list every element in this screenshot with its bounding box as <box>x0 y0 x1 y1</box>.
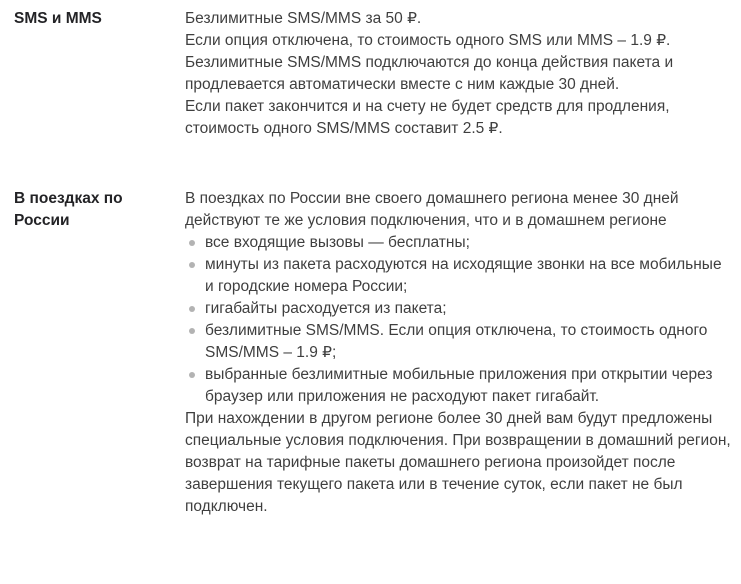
bullet-icon <box>189 372 195 378</box>
list-item-text: безлимитные SMS/MMS. Если опция отключена, то стоимость одного SMS/MMS – 1.9 ₽; <box>205 322 708 361</box>
list-item <box>185 320 733 364</box>
section-label: SMS и MMS <box>14 10 102 27</box>
paragraph-line: Безлимитные SMS/MMS подключаются до конца действия пакета и продлевается автоматически вместе с ним каждые 30 дней. <box>185 54 674 93</box>
paragraph <box>185 188 733 232</box>
paragraph <box>185 8 733 52</box>
paragraph <box>185 52 733 140</box>
bullet-list <box>185 232 733 408</box>
list-item-text: минуты из пакета расходуются на исходящие звонки на все мобильные и городские номера России; <box>205 256 722 295</box>
list-item <box>185 298 733 320</box>
list-item <box>185 364 733 408</box>
tariff-section <box>14 188 733 518</box>
section-content <box>185 188 733 518</box>
list-item-text: гигабайты расходуется из пакета; <box>205 300 447 317</box>
bullet-icon <box>189 306 195 312</box>
paragraph-line: При нахождении в другом регионе более 30 дней вам будут предложены специальные условия подключения. При возвращении в домашний регион, возврат на тарифные пакеты домашнего региона произойдет после завершения текущего пакета или в течение суток, если пакет не был подключен. <box>185 410 731 515</box>
bullet-icon <box>189 328 195 334</box>
section-content <box>185 8 733 140</box>
list-item <box>185 254 733 298</box>
list-item-text: выбранные безлимитные мобильные приложения при открытии через браузер или приложения не расходуют пакет гигабайт. <box>205 366 713 405</box>
tariff-sections <box>14 8 733 518</box>
tariff-section <box>14 8 733 140</box>
bullet-icon <box>189 240 195 246</box>
paragraph-line: Безлимитные SMS/MMS за 50 ₽. <box>185 10 422 27</box>
list-item <box>185 232 733 254</box>
section-label: В поездках по России <box>14 190 123 229</box>
paragraph-line: Если пакет закончится и на счету не будет средств для продления, стоимость одного SMS/MMS составит 2.5 ₽. <box>185 98 670 137</box>
list-item-text: все входящие вызовы — бесплатны; <box>205 234 470 251</box>
paragraph <box>185 408 733 518</box>
bullet-icon <box>189 262 195 268</box>
paragraph-line: В поездках по России вне своего домашнего региона менее 30 дней действуют те же условия подключения, что и в домашнем регионе <box>185 190 679 229</box>
paragraph-line: Если опция отключена, то стоимость одного SMS или MMS – 1.9 ₽. <box>185 32 671 49</box>
